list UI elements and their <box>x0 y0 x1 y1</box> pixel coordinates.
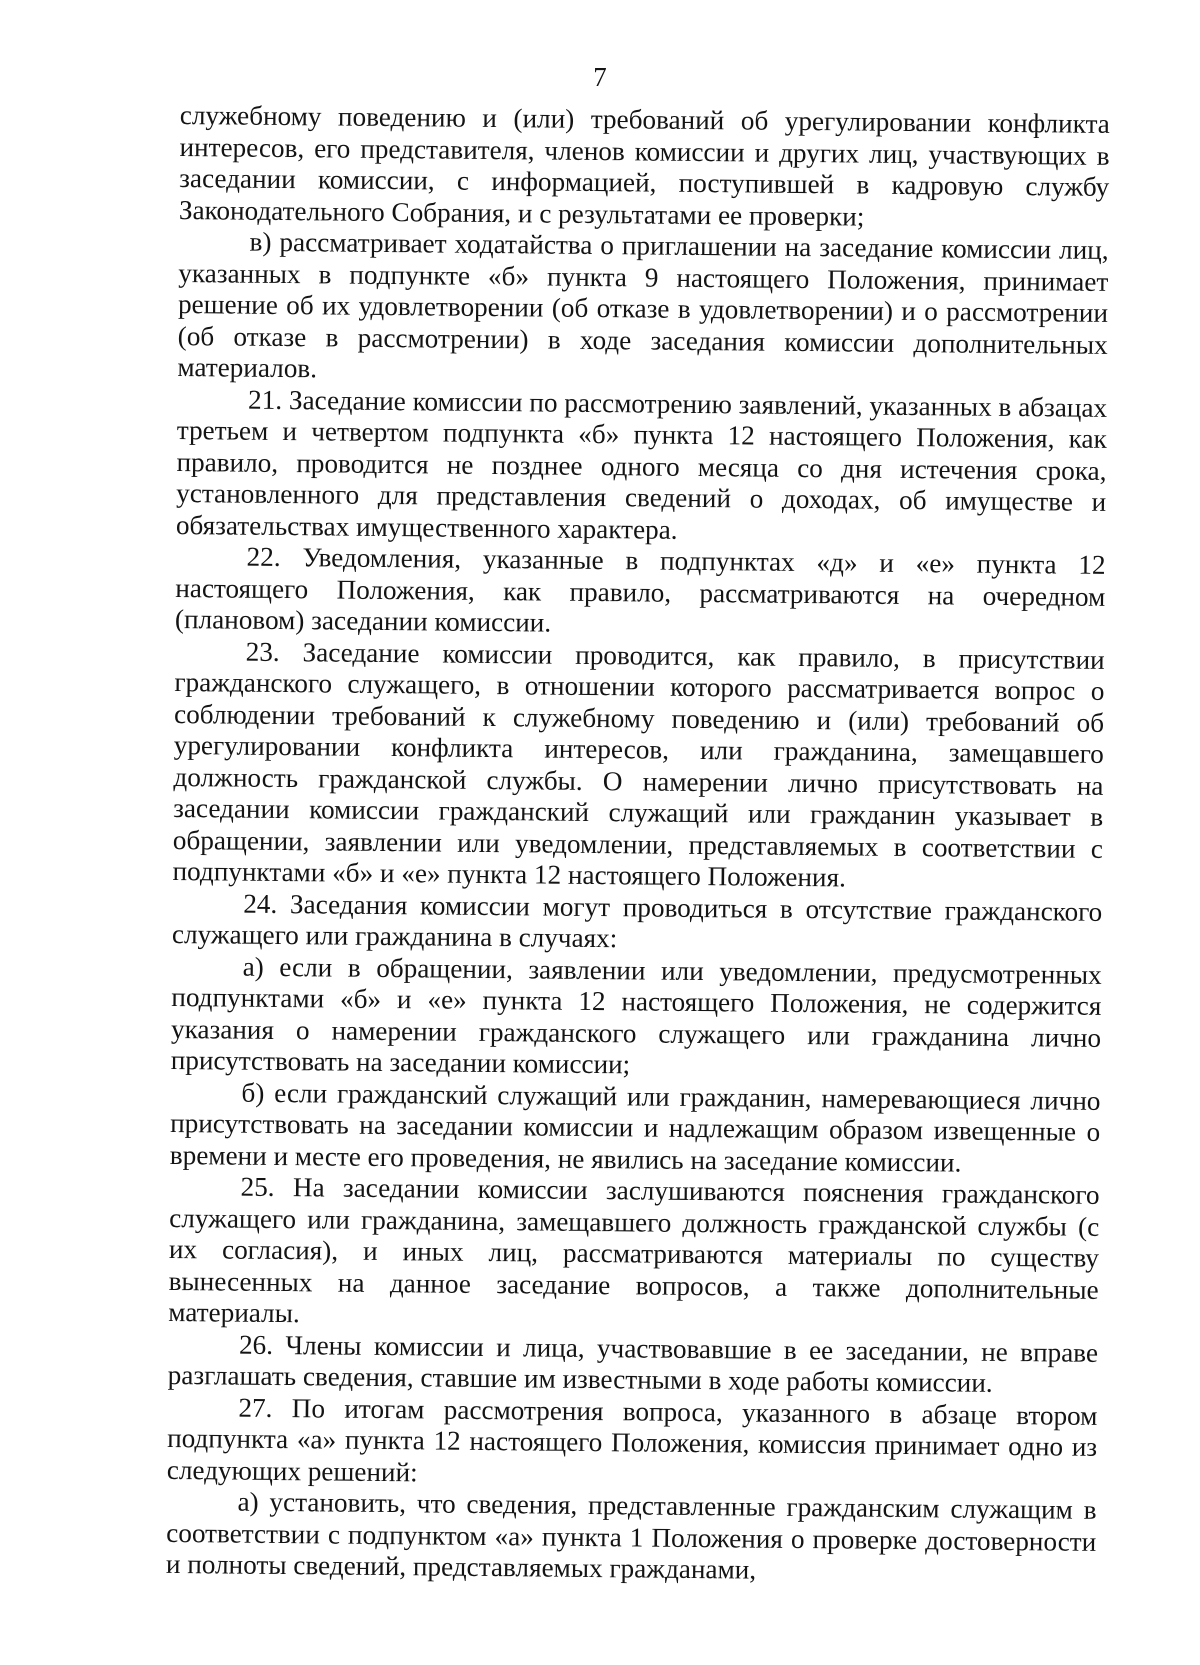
paragraph-24-item-b: б) если гражданский служащий или гражданин, намеревающиеся лично присутствовать на заседании комиссии и надлежащим образом извещенные о времени и месте его проведения, не явились на заседание комиссии. <box>169 1077 1101 1178</box>
paragraph-26: 26. Члены комиссии и лица, участвовавшие в ее заседании, не вправе разглашать сведения, ставшие им известными в ходе работы комиссии. <box>167 1329 1099 1398</box>
paragraph-22: 22. Уведомления, указанные в подпунктах «д» и «е» пункта 12 настоящего Положения, как правило, рассматриваются на очередном (плановом) заседании комиссии. <box>174 541 1106 638</box>
document-body <box>166 100 1110 1589</box>
paragraph-24-item-a: а) если в обращении, заявлении или уведомлении, предусмотренных подпунктами «б» и «е» пункта 12 настоящего Положения, не содержится указания о намерении гражданского служащего или гражданина лично присутствовать на заседании комиссии; <box>170 951 1102 1080</box>
paragraph-24: 24. Заседания комиссии могут проводиться в отсутствие гражданского служащего или гражданина в случаях: <box>171 888 1103 954</box>
paragraph-23: 23. Заседание комиссии проводится, как правило, в присутствии гражданского служащего, в отношении которого рассматривается вопрос о соблюдении требований к служебному поведению и (или) требований об урегулировании конфликта интересов, или гражданина, замещавшего должность гражданской службы. О намерении лично присутствовать на заседании комиссии гражданский служащий или гражданин указывает в обращении, заявлении или уведомлении, представляемых в соответствии с подпунктами «б» и «е» пункта 12 настоящего Положения. <box>172 636 1105 893</box>
paragraph-27: 27. По итогам рассмотрения вопроса, указанного в абзаце втором подпункта «а» пункта 12 настоящего Положения, комиссия принимает одно из следующих решений: <box>166 1392 1098 1487</box>
paragraph-21: 21. Заседание комиссии по рассмотрению заявлений, указанных в абзацах третьем и четвертом подпункта «б» пункта 12 настоящего Положения, как правило, проводится не позднее одного месяца со дня истечения срока, установленного для представления сведений о доходах, об имуществе и обязательствах имущественного характера. <box>175 384 1108 545</box>
paragraph-continuation: служебному поведению и (или) требований об урегулировании конфликта интересов, его представителя, членов комиссии и других лиц, участвующих в заседании комиссии, с информацией, поступившей в кадровую службу Законодательного Собрания, и с результатами ее проверки; <box>178 100 1110 232</box>
paragraph-25: 25. На заседании комиссии заслушиваются пояснения гражданского служащего или гражданина, замещавшего должность гражданской службы (с их согласия), и иных лиц, рассматриваются материалы по существу вынесенных на данное заседание вопросов, а также дополнительные материалы. <box>168 1171 1100 1329</box>
page-number: 7 <box>593 62 607 92</box>
paragraph-27-item-a: а) установить, что сведения, представленные гражданским служащим в соответствии с подпунктом «а» пункта 1 Положения о проверке достоверности и полноты сведений, представляемых гражданами, <box>165 1486 1097 1585</box>
paragraph-item-v: в) рассматривает ходатайства о приглашении на заседание комиссии лиц, указанных в подпункте «б» пункта 9 настоящего Положения, принимает решение об их удовлетворении (об отказе в удовлетворении) и о рассмотрении (об отказе в рассмотрении) в ходе заседания комиссии дополнительных материалов. <box>177 226 1109 384</box>
